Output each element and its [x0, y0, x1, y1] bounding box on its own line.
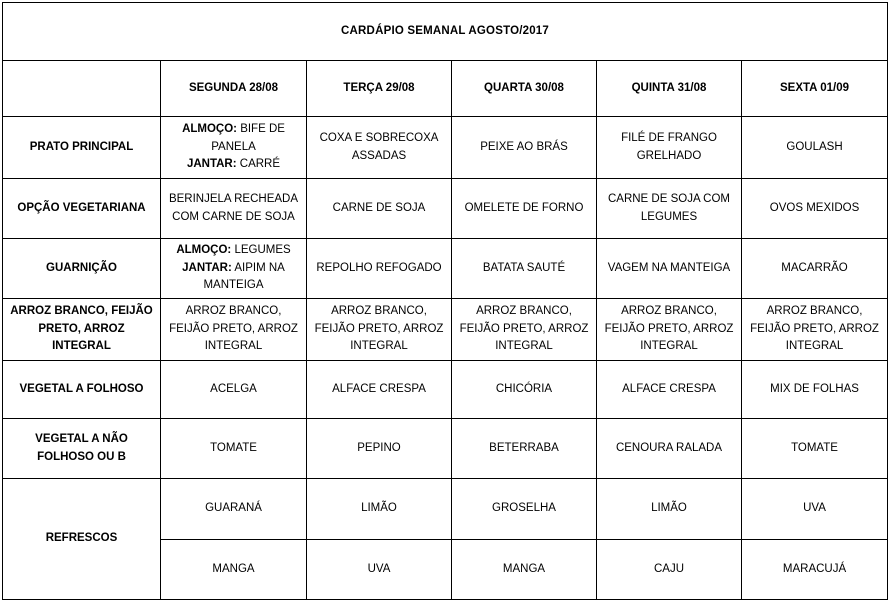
row-label-arroz-feijao: ARROZ BRANCO, FEIJÃO PRETO, ARROZ INTEGRAL	[3, 299, 161, 361]
opcao-vegetariana-terca: CARNE DE SOJA	[307, 179, 452, 239]
guarnicao-sexta: MACARRÃO	[742, 239, 888, 299]
prato-principal-quarta: PEIXE AO BRÁS	[452, 117, 597, 179]
refrescos-1-segunda: GUARANÁ	[161, 479, 307, 540]
opcao-vegetariana-segunda: BERINJELA RECHEADA COM CARNE DE SOJA	[161, 179, 307, 239]
arroz-feijao-terca: ARROZ BRANCO, FEIJÃO PRETO, ARROZ INTEGRAL	[307, 299, 452, 361]
vegetal-nao-folhoso-sexta: TOMATE	[742, 419, 888, 479]
opcao-vegetariana-quinta: CARNE DE SOJA COM LEGUMES	[597, 179, 742, 239]
row-label-opcao-vegetariana: OPÇÃO VEGETARIANA	[3, 179, 161, 239]
jantar-label: JANTAR:	[182, 261, 232, 274]
prato-principal-quinta: FILÉ DE FRANGO GRELHADO	[597, 117, 742, 179]
row-opcao-vegetariana	[3, 179, 888, 239]
header-row	[3, 61, 888, 117]
refrescos-2-segunda: MANGA	[161, 540, 307, 600]
day-header-segunda: SEGUNDA 28/08	[161, 61, 307, 117]
row-guarnicao	[3, 239, 888, 299]
row-label-guarnicao: GUARNIÇÃO	[3, 239, 161, 299]
refrescos-2-terca: UVA	[307, 540, 452, 600]
row-vegetal-nao-folhoso	[3, 419, 888, 479]
arroz-feijao-quinta: ARROZ BRANCO, FEIJÃO PRETO, ARROZ INTEGRAL	[597, 299, 742, 361]
title-row	[3, 3, 888, 61]
vegetal-folhoso-sexta: MIX DE FOLHAS	[742, 361, 888, 419]
refrescos-2-quarta: MANGA	[452, 540, 597, 600]
day-header-terca: TERÇA 29/08	[307, 61, 452, 117]
row-label-refrescos: REFRESCOS	[3, 479, 161, 600]
row-prato-principal	[3, 117, 888, 179]
vegetal-folhoso-terca: ALFACE CRESPA	[307, 361, 452, 419]
guarnicao-terca: REPOLHO REFOGADO	[307, 239, 452, 299]
jantar-label: JANTAR:	[186, 158, 237, 171]
almoco-value: LEGUMES	[231, 243, 291, 256]
day-header-sexta: SEXTA 01/09	[742, 61, 888, 117]
vegetal-nao-folhoso-terca: PEPINO	[307, 419, 452, 479]
day-header-quarta: QUARTA 30/08	[452, 61, 597, 117]
refrescos-1-sexta: UVA	[742, 479, 888, 540]
vegetal-folhoso-segunda: ACELGA	[161, 361, 307, 419]
guarnicao-quinta: VAGEM NA MANTEIGA	[597, 239, 742, 299]
vegetal-nao-folhoso-segunda: TOMATE	[161, 419, 307, 479]
vegetal-nao-folhoso-quarta: BETERRABA	[452, 419, 597, 479]
almoco-value: BIFE DE PANELA	[211, 122, 285, 153]
refrescos-2-quinta: CAJU	[597, 540, 742, 600]
jantar-value: CARRÉ	[236, 158, 281, 171]
corner-cell	[3, 61, 161, 117]
refrescos-1-quinta: LIMÃO	[597, 479, 742, 540]
row-label-prato-principal: PRATO PRINCIPAL	[3, 117, 161, 179]
refrescos-1-terca: LIMÃO	[307, 479, 452, 540]
row-arroz-feijao	[3, 299, 888, 361]
prato-principal-sexta: GOULASH	[742, 117, 888, 179]
prato-principal-terca: COXA E SOBRECOXA ASSADAS	[307, 117, 452, 179]
row-refrescos-1	[3, 479, 888, 540]
refrescos-2-sexta: MARACUJÁ	[742, 540, 888, 600]
menu-table	[2, 2, 888, 600]
jantar-value: AIPIM NA MANTEIGA	[203, 261, 285, 292]
vegetal-folhoso-quarta: CHICÓRIA	[452, 361, 597, 419]
vegetal-folhoso-quinta: ALFACE CRESPA	[597, 361, 742, 419]
almoco-label: ALMOÇO:	[182, 122, 237, 135]
arroz-feijao-quarta: ARROZ BRANCO, FEIJÃO PRETO, ARROZ INTEGRAL	[452, 299, 597, 361]
prato-principal-segunda	[161, 117, 307, 179]
arroz-feijao-segunda: ARROZ BRANCO, FEIJÃO PRETO, ARROZ INTEGRAL	[161, 299, 307, 361]
opcao-vegetariana-quarta: OMELETE DE FORNO	[452, 179, 597, 239]
almoco-label: ALMOÇO:	[176, 243, 232, 256]
arroz-feijao-sexta: ARROZ BRANCO, FEIJÃO PRETO, ARROZ INTEGRAL	[742, 299, 888, 361]
guarnicao-segunda	[161, 239, 307, 299]
row-label-vegetal-folhoso: VEGETAL A FOLHOSO	[3, 361, 161, 419]
row-label-vegetal-nao-folhoso: VEGETAL A NÃO FOLHOSO OU B	[3, 419, 161, 479]
guarnicao-quarta: BATATA SAUTÉ	[452, 239, 597, 299]
day-header-quinta: QUINTA 31/08	[597, 61, 742, 117]
refrescos-1-quarta: GROSELHA	[452, 479, 597, 540]
row-vegetal-folhoso	[3, 361, 888, 419]
vegetal-nao-folhoso-quinta: CENOURA RALADA	[597, 419, 742, 479]
opcao-vegetariana-sexta: OVOS MEXIDOS	[742, 179, 888, 239]
page-title: CARDÁPIO SEMANAL AGOSTO/2017	[3, 3, 888, 61]
